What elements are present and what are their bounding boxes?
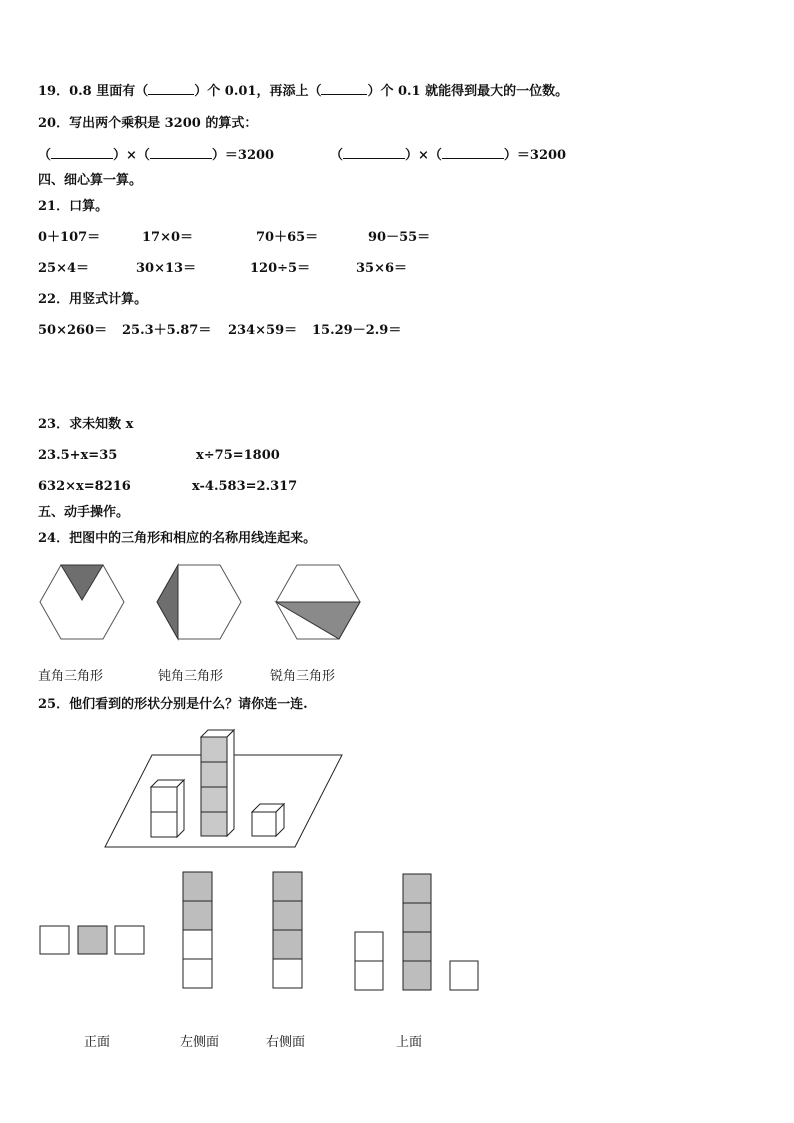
view-option-row-of-three[interactable] — [40, 926, 144, 954]
q22-item: 25.3＋5.87＝ — [122, 323, 212, 338]
q21-question — [38, 199, 108, 215]
q25-text: 他们看到的形状分别是什么？请你连一连. — [69, 697, 308, 712]
q21-item: 17×0＝ — [142, 230, 194, 245]
view-option-column-3-shaded[interactable] — [273, 872, 302, 988]
q23-text: 求未知数 x — [69, 417, 134, 432]
q20-question — [38, 116, 257, 132]
q20-equation-2 — [330, 147, 566, 164]
hexagon-2-obtuse-triangle[interactable] — [157, 565, 241, 639]
q19-line — [38, 83, 568, 100]
q21-item: 0＋107＝ — [38, 230, 101, 245]
cube-single — [252, 804, 284, 836]
q23-number: 23． — [38, 417, 70, 432]
q25-view-left[interactable]: 左侧面 — [180, 1035, 220, 1050]
q23-item: x÷75=1800 — [196, 448, 280, 463]
q22-question — [38, 292, 147, 308]
q24-name-right-triangle[interactable]: 直角三角形 — [38, 669, 104, 684]
q21-number: 21． — [38, 199, 70, 214]
q24-name-acute-triangle[interactable]: 锐角三角形 — [270, 669, 336, 684]
q19-text-b: ）个 0.01，再添上（ — [194, 84, 322, 99]
q25-question — [38, 697, 308, 713]
cube-stack-left — [151, 780, 184, 837]
hexagon-3-acute-triangle[interactable] — [276, 565, 360, 639]
q21-text: 口算。 — [69, 199, 109, 214]
q24-name-obtuse-triangle[interactable]: 钝角三角形 — [158, 669, 224, 684]
view-option-mixed-columns[interactable] — [355, 874, 478, 990]
q20-equation-1 — [38, 147, 274, 164]
q22-item: 50×260＝ — [38, 323, 108, 338]
q19-text-c: ）个 0.1 就能得到最大的一位数。 — [367, 84, 569, 99]
q22-item: 234×59＝ — [228, 323, 298, 338]
q20-number: 20． — [38, 116, 70, 131]
q24-text: 把图中的三角形和相应的名称用线连起来。 — [69, 531, 317, 546]
q20-eq1-close: ）＝3200 — [211, 148, 275, 163]
q20-eq2-blank-2[interactable] — [442, 147, 504, 159]
section-4-heading: 四、细心算一算。 — [38, 173, 143, 188]
q19-blank-1[interactable] — [148, 83, 194, 95]
q23-item: x-4.583=2.317 — [192, 479, 298, 494]
q25-view-right[interactable]: 右侧面 — [266, 1035, 306, 1050]
q21-item: 35×6＝ — [356, 261, 408, 276]
q19-text-a: 0.8 里面有（ — [69, 84, 149, 99]
q20-eq1-open: （ — [38, 148, 52, 163]
q25-view-options — [38, 870, 483, 995]
q21-item: 25×4＝ — [38, 261, 90, 276]
view-option-column-2-shaded[interactable] — [183, 872, 212, 988]
q25-view-front[interactable]: 正面 — [84, 1035, 111, 1050]
q20-eq2-blank-1[interactable] — [343, 147, 405, 159]
q21-item: 90－55＝ — [368, 230, 431, 245]
q25-cube-scene — [100, 725, 350, 855]
q25-view-top[interactable]: 上面 — [396, 1035, 423, 1050]
q23-item: 23.5+x=35 — [38, 448, 118, 463]
q24-hexagon-figures — [30, 560, 370, 644]
q20-eq1-blank-2[interactable] — [150, 147, 212, 159]
q21-item: 120÷5＝ — [250, 261, 311, 276]
q20-eq1-mid: ）×（ — [113, 148, 150, 163]
hexagon-1-right-triangle[interactable] — [40, 565, 124, 639]
q21-item: 30×13＝ — [136, 261, 197, 276]
section-5-heading: 五、动手操作。 — [38, 505, 130, 520]
q25-number: 25． — [38, 697, 70, 712]
cube-stack-tall — [201, 730, 234, 836]
q22-number: 22． — [38, 292, 70, 307]
q24-number: 24． — [38, 531, 70, 546]
q20-eq2-close: ）＝3200 — [503, 148, 567, 163]
q20-eq2-open: （ — [330, 148, 344, 163]
q22-text: 用竖式计算。 — [69, 292, 148, 307]
q19-blank-2[interactable] — [321, 83, 367, 95]
q19-number: 19． — [38, 84, 70, 99]
q24-question — [38, 531, 316, 547]
q20-eq1-blank-1[interactable] — [51, 147, 113, 159]
q20-text: 写出两个乘积是 3200 的算式： — [69, 116, 258, 131]
q22-item: 15.29－2.9＝ — [312, 323, 402, 338]
q21-item: 70＋65＝ — [256, 230, 319, 245]
q20-eq2-mid: ）×（ — [405, 148, 442, 163]
q23-question — [38, 417, 133, 433]
q23-item: 632×x=8216 — [38, 479, 131, 494]
